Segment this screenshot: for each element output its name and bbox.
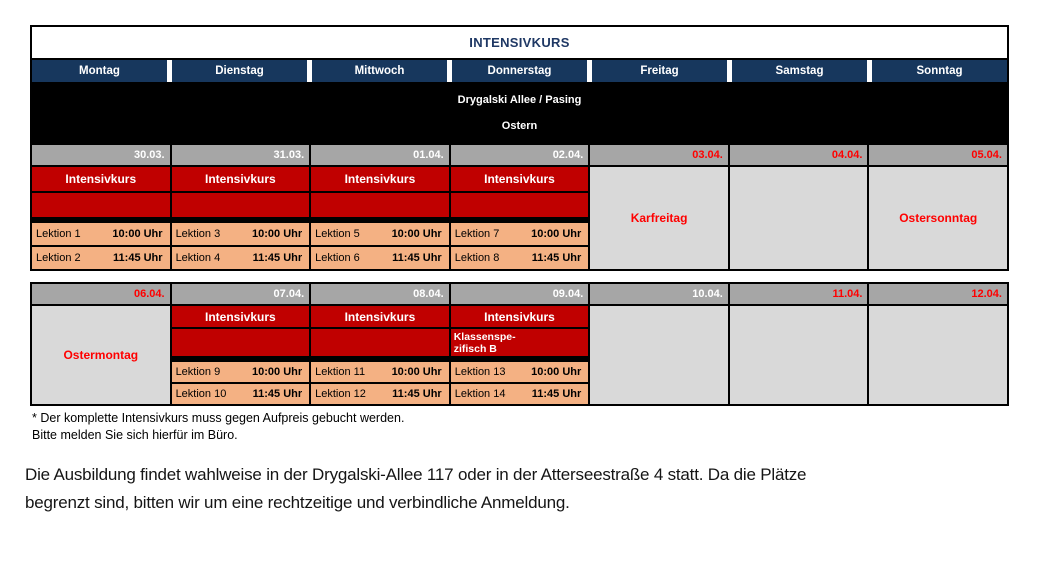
footnotes <box>30 410 1009 444</box>
course-header: Intensivkurs <box>451 306 589 327</box>
lesson-row <box>451 384 589 404</box>
date-cell: 02.04. <box>451 145 589 165</box>
holiday-cell <box>730 167 868 269</box>
day-header-donnerstag: Donnerstag <box>452 60 587 82</box>
day-column-montag <box>32 145 170 269</box>
lesson-row <box>172 384 310 404</box>
lesson-row <box>311 362 449 382</box>
course-header: Intensivkurs <box>172 306 310 327</box>
holiday-cell: Karfreitag <box>590 167 728 269</box>
lesson-name: Lektion 7 <box>454 228 500 240</box>
course-band-line: zifisch B <box>453 343 497 355</box>
lesson-time: 11:45 Uhr <box>113 252 163 264</box>
date-cell: 31.03. <box>172 145 310 165</box>
course-band <box>32 193 170 217</box>
date-cell: 01.04. <box>311 145 449 165</box>
info-paragraph-line: begrenzt sind, bitten wir um eine rechtzeitige und verbindliche Anmeldung. <box>25 493 570 512</box>
date-cell: 06.04. <box>32 284 170 304</box>
course-band <box>172 193 310 217</box>
day-header-row <box>32 60 1007 82</box>
day-column-dienstag <box>172 284 310 404</box>
course-band-line: Klassenspe- <box>453 331 516 343</box>
lesson-name: Lektion 3 <box>175 228 221 240</box>
footnote-line: * Der komplette Intensivkurs muss gegen Aufpreis gebucht werden. <box>32 411 405 425</box>
lesson-name: Lektion 2 <box>36 252 81 264</box>
course-header: Intensivkurs <box>311 167 449 191</box>
location-banner-line: Drygalski Allee / Pasing <box>457 94 582 106</box>
lesson-time: 10:00 Uhr <box>252 366 303 378</box>
course-header: Intensivkurs <box>172 167 310 191</box>
lesson-name: Lektion 9 <box>175 366 221 378</box>
lesson-time: 10:00 Uhr <box>531 366 582 378</box>
day-column-freitag <box>590 284 728 404</box>
page-title: INTENSIVKURS <box>32 27 1007 60</box>
lesson-row <box>451 223 589 245</box>
thick-separator <box>172 219 310 221</box>
thick-separator <box>451 219 589 221</box>
course-header: Intensivkurs <box>451 167 589 191</box>
lesson-name: Lektion 12 <box>315 388 366 400</box>
lesson-row <box>32 223 170 245</box>
lesson-row <box>32 247 170 269</box>
day-header-freitag: Freitag <box>592 60 727 82</box>
lesson-name: Lektion 14 <box>454 388 506 400</box>
lesson-name: Lektion 4 <box>175 252 221 264</box>
date-cell: 05.04. <box>869 145 1007 165</box>
lesson-time: 10:00 Uhr <box>112 228 163 240</box>
course-band <box>451 329 589 356</box>
week2-block <box>30 282 1009 406</box>
course-band <box>311 329 449 356</box>
date-cell: 04.04. <box>730 145 868 165</box>
holiday-cell <box>869 306 1007 404</box>
course-band <box>451 193 589 217</box>
day-column-samstag <box>730 145 868 269</box>
day-column-dienstag <box>172 145 310 269</box>
day-header-sonntag: Sonntag <box>872 60 1007 82</box>
location-banner <box>32 82 1007 145</box>
holiday-cell <box>590 306 728 404</box>
lesson-time: 10:00 Uhr <box>391 366 442 378</box>
course-band <box>172 329 310 356</box>
day-header-samstag: Samstag <box>732 60 867 82</box>
schedule-table <box>30 25 1009 444</box>
lesson-time: 11:45 Uhr <box>392 388 442 400</box>
lesson-name: Lektion 8 <box>454 252 500 264</box>
day-column-sonntag <box>869 284 1007 404</box>
day-header-dienstag: Dienstag <box>172 60 307 82</box>
day-column-mittwoch <box>311 145 449 269</box>
lesson-name: Lektion 5 <box>315 228 360 240</box>
lesson-time: 10:00 Uhr <box>252 228 303 240</box>
date-cell: 12.04. <box>869 284 1007 304</box>
lesson-name: Lektion 10 <box>175 388 227 400</box>
date-cell: 08.04. <box>311 284 449 304</box>
lesson-time: 10:00 Uhr <box>531 228 582 240</box>
date-cell: 03.04. <box>590 145 728 165</box>
lesson-name: Lektion 1 <box>36 228 81 240</box>
info-paragraph <box>25 461 1015 517</box>
day-header-mittwoch: Mittwoch <box>312 60 447 82</box>
holiday-cell <box>730 306 868 404</box>
lesson-time: 11:45 Uhr <box>531 388 582 400</box>
day-column-donnerstag <box>451 145 589 269</box>
info-paragraph-line: Die Ausbildung findet wahlweise in der Drygalski-Allee 117 oder in der Atterseestraße 4 statt. Da die Plätze <box>25 465 807 484</box>
lesson-time: 11:45 Uhr <box>392 252 442 264</box>
lesson-row <box>311 384 449 404</box>
day-header-montag: Montag <box>32 60 167 82</box>
course-header: Intensivkurs <box>32 167 170 191</box>
thick-separator <box>311 358 449 360</box>
lesson-row <box>451 362 589 382</box>
lesson-name: Lektion 11 <box>315 366 366 378</box>
thick-separator <box>32 219 170 221</box>
footnote-line: Bitte melden Sie sich hierfür im Büro. <box>32 428 238 442</box>
day-column-freitag <box>590 145 728 269</box>
lesson-row <box>311 223 449 245</box>
lesson-row <box>451 247 589 269</box>
week1-grid <box>32 145 1007 269</box>
course-band <box>311 193 449 217</box>
thick-separator <box>172 358 310 360</box>
day-column-montag <box>32 284 170 404</box>
thick-separator <box>311 219 449 221</box>
lesson-name: Lektion 13 <box>454 366 506 378</box>
week-separator <box>30 271 1009 282</box>
lesson-time: 11:45 Uhr <box>252 252 303 264</box>
date-cell: 11.04. <box>730 284 868 304</box>
holiday-banner-line: Ostern <box>501 120 538 132</box>
day-column-mittwoch <box>311 284 449 404</box>
course-header: Intensivkurs <box>311 306 449 327</box>
day-column-sonntag <box>869 145 1007 269</box>
thick-separator <box>451 358 589 360</box>
week2-grid <box>32 284 1007 404</box>
lesson-row <box>172 362 310 382</box>
date-cell: 10.04. <box>590 284 728 304</box>
lesson-row <box>172 247 310 269</box>
week1-block <box>30 25 1009 271</box>
holiday-cell: Ostersonntag <box>869 167 1007 269</box>
lesson-row <box>311 247 449 269</box>
lesson-time: 11:45 Uhr <box>252 388 303 400</box>
lesson-time: 11:45 Uhr <box>531 252 582 264</box>
date-cell: 09.04. <box>451 284 589 304</box>
day-column-donnerstag <box>451 284 589 404</box>
date-cell: 30.03. <box>32 145 170 165</box>
day-column-samstag <box>730 284 868 404</box>
lesson-name: Lektion 6 <box>315 252 360 264</box>
holiday-cell: Ostermontag <box>32 306 170 404</box>
date-cell: 07.04. <box>172 284 310 304</box>
lesson-row <box>172 223 310 245</box>
lesson-time: 10:00 Uhr <box>391 228 442 240</box>
